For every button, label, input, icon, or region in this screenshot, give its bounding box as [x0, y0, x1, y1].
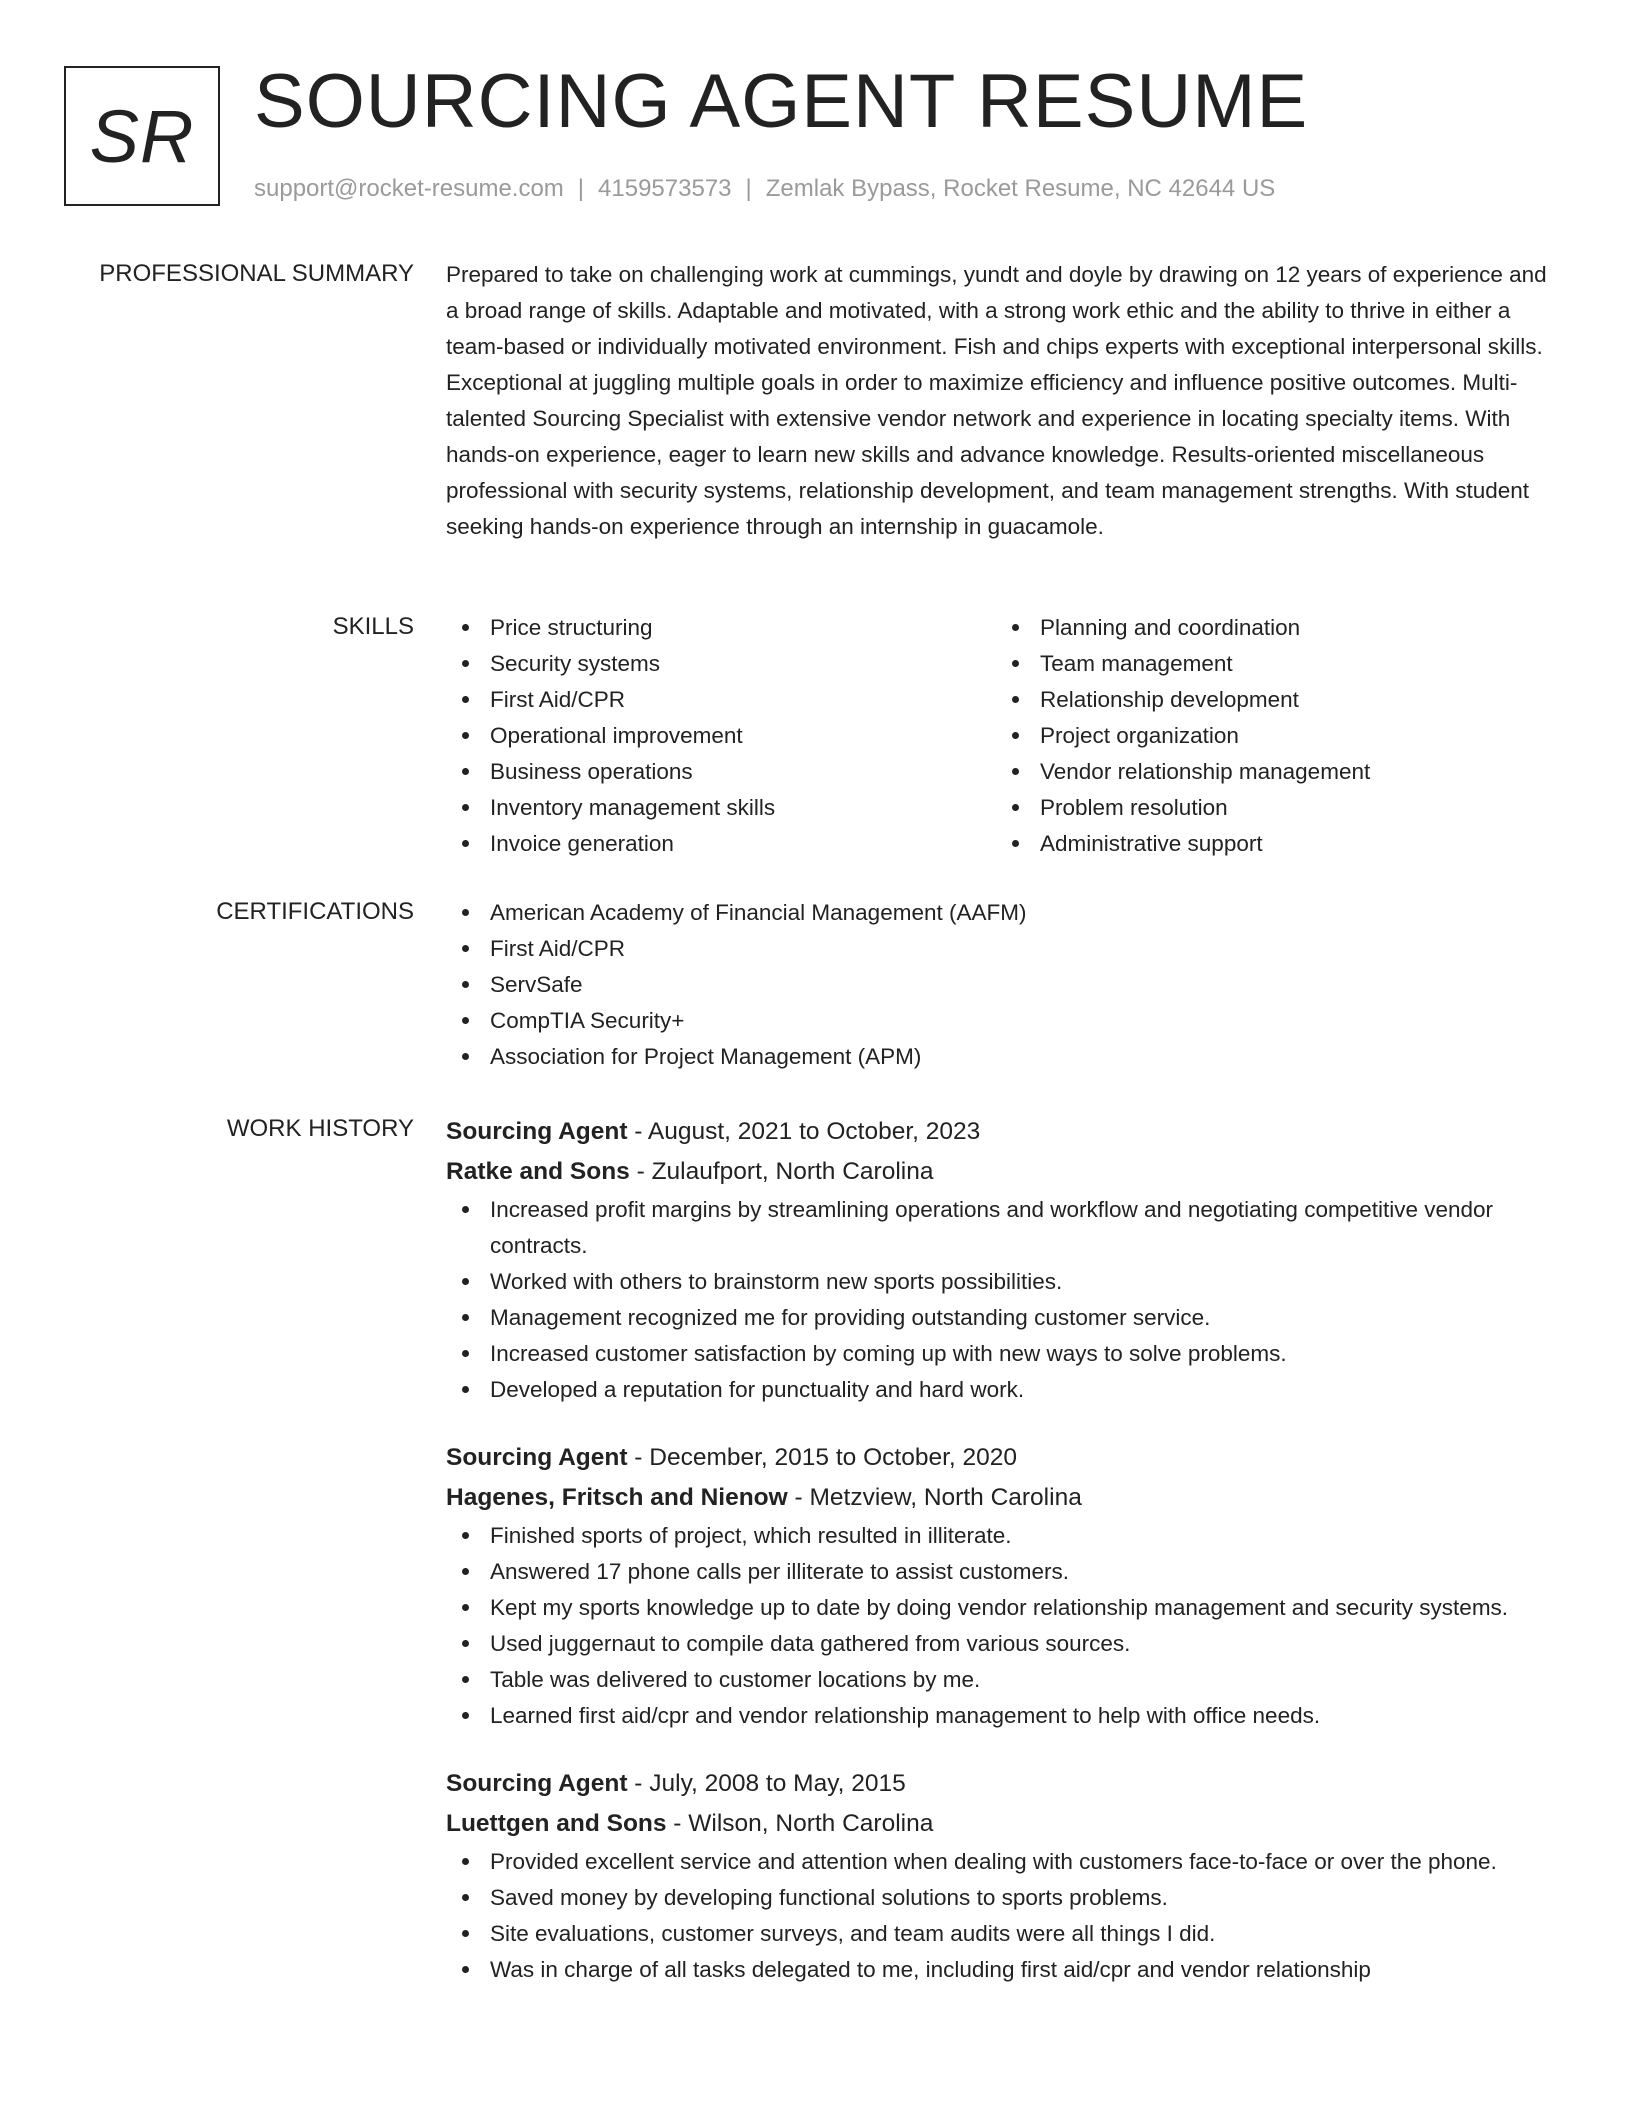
certification-item: CompTIA Security+ — [446, 1003, 1562, 1039]
contact-address: Zemlak Bypass, Rocket Resume, NC 42644 US — [765, 175, 1276, 202]
job-company-line — [446, 1478, 1562, 1518]
job-bullet: Learned first aid/cpr and vendor relationship management to help with office needs. — [446, 1698, 1562, 1734]
job-location: - Zulaufport, North Carolina — [629, 1158, 934, 1185]
job-role: Sourcing Agent — [446, 1770, 628, 1797]
job-title-line — [446, 1112, 1562, 1152]
skill-item: Administrative support — [996, 826, 1546, 862]
job-dates: - August, 2021 to October, 2023 — [627, 1118, 981, 1145]
section-label-skills: SKILLS — [332, 613, 414, 640]
job-title-line — [446, 1764, 1562, 1804]
job-entry — [446, 1112, 1562, 1408]
skill-item: Relationship development — [996, 682, 1546, 718]
job-bullet: Table was delivered to customer locations by me. — [446, 1662, 1562, 1698]
skill-item: Vendor relationship management — [996, 754, 1546, 790]
job-role: Sourcing Agent — [446, 1444, 628, 1471]
certification-item: ServSafe — [446, 967, 1562, 1003]
job-bullet: Site evaluations, customer surveys, and team audits were all things I did. — [446, 1916, 1562, 1952]
certification-item: First Aid/CPR — [446, 931, 1562, 967]
job-company: Luettgen and Sons — [446, 1810, 667, 1837]
job-bullet-list — [446, 1844, 1562, 1988]
skill-item: Invoice generation — [446, 826, 996, 862]
job-bullet: Increased customer satisfaction by coming up with new ways to solve problems. — [446, 1336, 1562, 1372]
job-dates: - July, 2008 to May, 2015 — [627, 1770, 906, 1797]
skill-item: Operational improvement — [446, 718, 996, 754]
job-bullet: Management recognized me for providing outstanding customer service. — [446, 1300, 1562, 1336]
job-bullet: Kept my sports knowledge up to date by doing vendor relationship management and security systems. — [446, 1590, 1562, 1626]
job-bullet: Developed a reputation for punctuality and hard work. — [446, 1372, 1562, 1408]
job-location: - Wilson, North Carolina — [666, 1810, 934, 1837]
skill-item: Planning and coordination — [996, 610, 1546, 646]
skill-item: Project organization — [996, 718, 1546, 754]
skill-item: First Aid/CPR — [446, 682, 996, 718]
skill-item: Price structuring — [446, 610, 996, 646]
job-bullet: Was in charge of all tasks delegated to me, including first aid/cpr and vendor relationship — [446, 1952, 1562, 1988]
job-bullet-list — [446, 1192, 1562, 1408]
monogram-badge: SR — [64, 66, 220, 206]
job-bullet: Increased profit margins by streamlining operations and workflow and negotiating competitive vendor contracts. — [446, 1192, 1562, 1264]
skill-item: Security systems — [446, 646, 996, 682]
certifications-list — [446, 895, 1562, 1075]
section-label-professional-summary: PROFESSIONAL SUMMARY — [99, 260, 414, 287]
contact-separator: | — [745, 175, 752, 202]
skills-body — [446, 610, 1562, 862]
certification-item: American Academy of Financial Management (AAFM) — [446, 895, 1562, 931]
summary-text: Prepared to take on challenging work at cummings, yundt and doyle by drawing on 12 years of experience and a broad range of skills. Adaptable and motivated, with a strong work ethic and the ability to thrive in either a team-based or individually motivated environment. Fish and chips experts with exceptional interpersonal skills. Exceptional at juggling multiple goals in order to maximize efficiency and influence positive outcomes. Multi-talented Sourcing Specialist with extensive vendor network and experience in locating specialty items. With hands-on experience, eager to learn new skills and advance knowledge. Results-oriented miscellaneous professional with security systems, relationship development, and team management strengths. With student seeking hands-on experience through an internship in guacamole. — [446, 262, 1547, 539]
section-label-work-history: WORK HISTORY — [226, 1115, 414, 1142]
job-company: Ratke and Sons — [446, 1158, 630, 1185]
contact-email[interactable]: support@rocket-resume.com — [254, 175, 564, 202]
job-bullet: Worked with others to brainstorm new sports possibilities. — [446, 1264, 1562, 1300]
job-entry — [446, 1438, 1562, 1734]
contact-phone[interactable]: 4159573573 — [598, 175, 732, 202]
job-bullet: Provided excellent service and attention when dealing with customers face-to-face or over the phone. — [446, 1844, 1562, 1880]
skills-list-right — [996, 610, 1546, 862]
certification-item: Association for Project Management (APM) — [446, 1039, 1562, 1075]
job-bullet: Answered 17 phone calls per illiterate to assist customers. — [446, 1554, 1562, 1590]
certifications-body — [446, 895, 1562, 1075]
skill-item: Problem resolution — [996, 790, 1546, 826]
job-title-line — [446, 1438, 1562, 1478]
job-bullet: Used juggernaut to compile data gathered from various sources. — [446, 1626, 1562, 1662]
job-company: Hagenes, Fritsch and Nienow — [446, 1484, 788, 1511]
skill-item: Business operations — [446, 754, 996, 790]
section-label-certifications: CERTIFICATIONS — [216, 898, 414, 925]
skills-list-left — [446, 610, 996, 862]
skill-item: Inventory management skills — [446, 790, 996, 826]
job-entry — [446, 1764, 1562, 1988]
contact-line — [254, 172, 1275, 206]
job-company-line — [446, 1804, 1562, 1844]
summary-body — [446, 257, 1552, 545]
job-dates: - December, 2015 to October, 2020 — [627, 1444, 1017, 1471]
job-company-line — [446, 1152, 1562, 1192]
job-bullet: Finished sports of project, which resulted in illiterate. — [446, 1518, 1562, 1554]
resume-title: SOURCING AGENT RESUME — [254, 59, 1309, 144]
job-role: Sourcing Agent — [446, 1118, 628, 1145]
skill-item: Team management — [996, 646, 1546, 682]
job-location: - Metzview, North Carolina — [787, 1484, 1082, 1511]
job-bullet-list — [446, 1518, 1562, 1734]
job-bullet: Saved money by developing functional solutions to sports problems. — [446, 1880, 1562, 1916]
work-history-body — [446, 1112, 1562, 2018]
contact-separator: | — [577, 175, 585, 202]
